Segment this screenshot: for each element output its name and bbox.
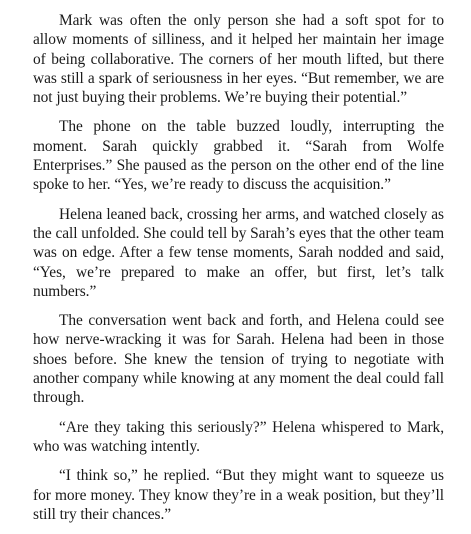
paragraph-2: The phone on the table buzzed loudly, interrupting the moment. Sarah quickly grabbed it. “Sarah from Wolfe Enterprises.” She paused as the person on the other end of the line spoke to her. “Yes, we’re ready to discuss the acquisition.” [33,118,444,194]
paragraph-4: The conversation went back and forth, and Helena could see how nerve-wracking it was for Sarah. Helena had been in those shoes before. She knew the tension of trying to negotiate with another company while knowing at any moment the deal could fall through. [33,312,444,407]
paragraph-1: Mark was often the only person she had a soft spot for to allow moments of silliness, and it helped her maintain her image of being collaborative. The corners of her mouth lifted, but there was still a spark of seriousness in her eyes. “But remember, we are not just buying their problems. We’re buying their potential.” [33,12,444,107]
paragraph-5: “Are they taking this seriously?” Helena whispered to Mark, who was watching intently. [33,418,444,455]
document-page [33,11,444,534]
paragraph-6: “I think so,” he replied. “But they might want to squeeze us for more money. They know they’re in a weak position, but they’ll still try their chances.” [33,467,444,523]
paragraph-3: Helena leaned back, crossing her arms, and watched closely as the call unfolded. She could tell by Sarah’s eyes that the other team was on edge. After a few tense moments, Sarah nodded and said, “Yes, we’re prepared to make an offer, but first, let’s talk numbers.” [33,205,444,300]
